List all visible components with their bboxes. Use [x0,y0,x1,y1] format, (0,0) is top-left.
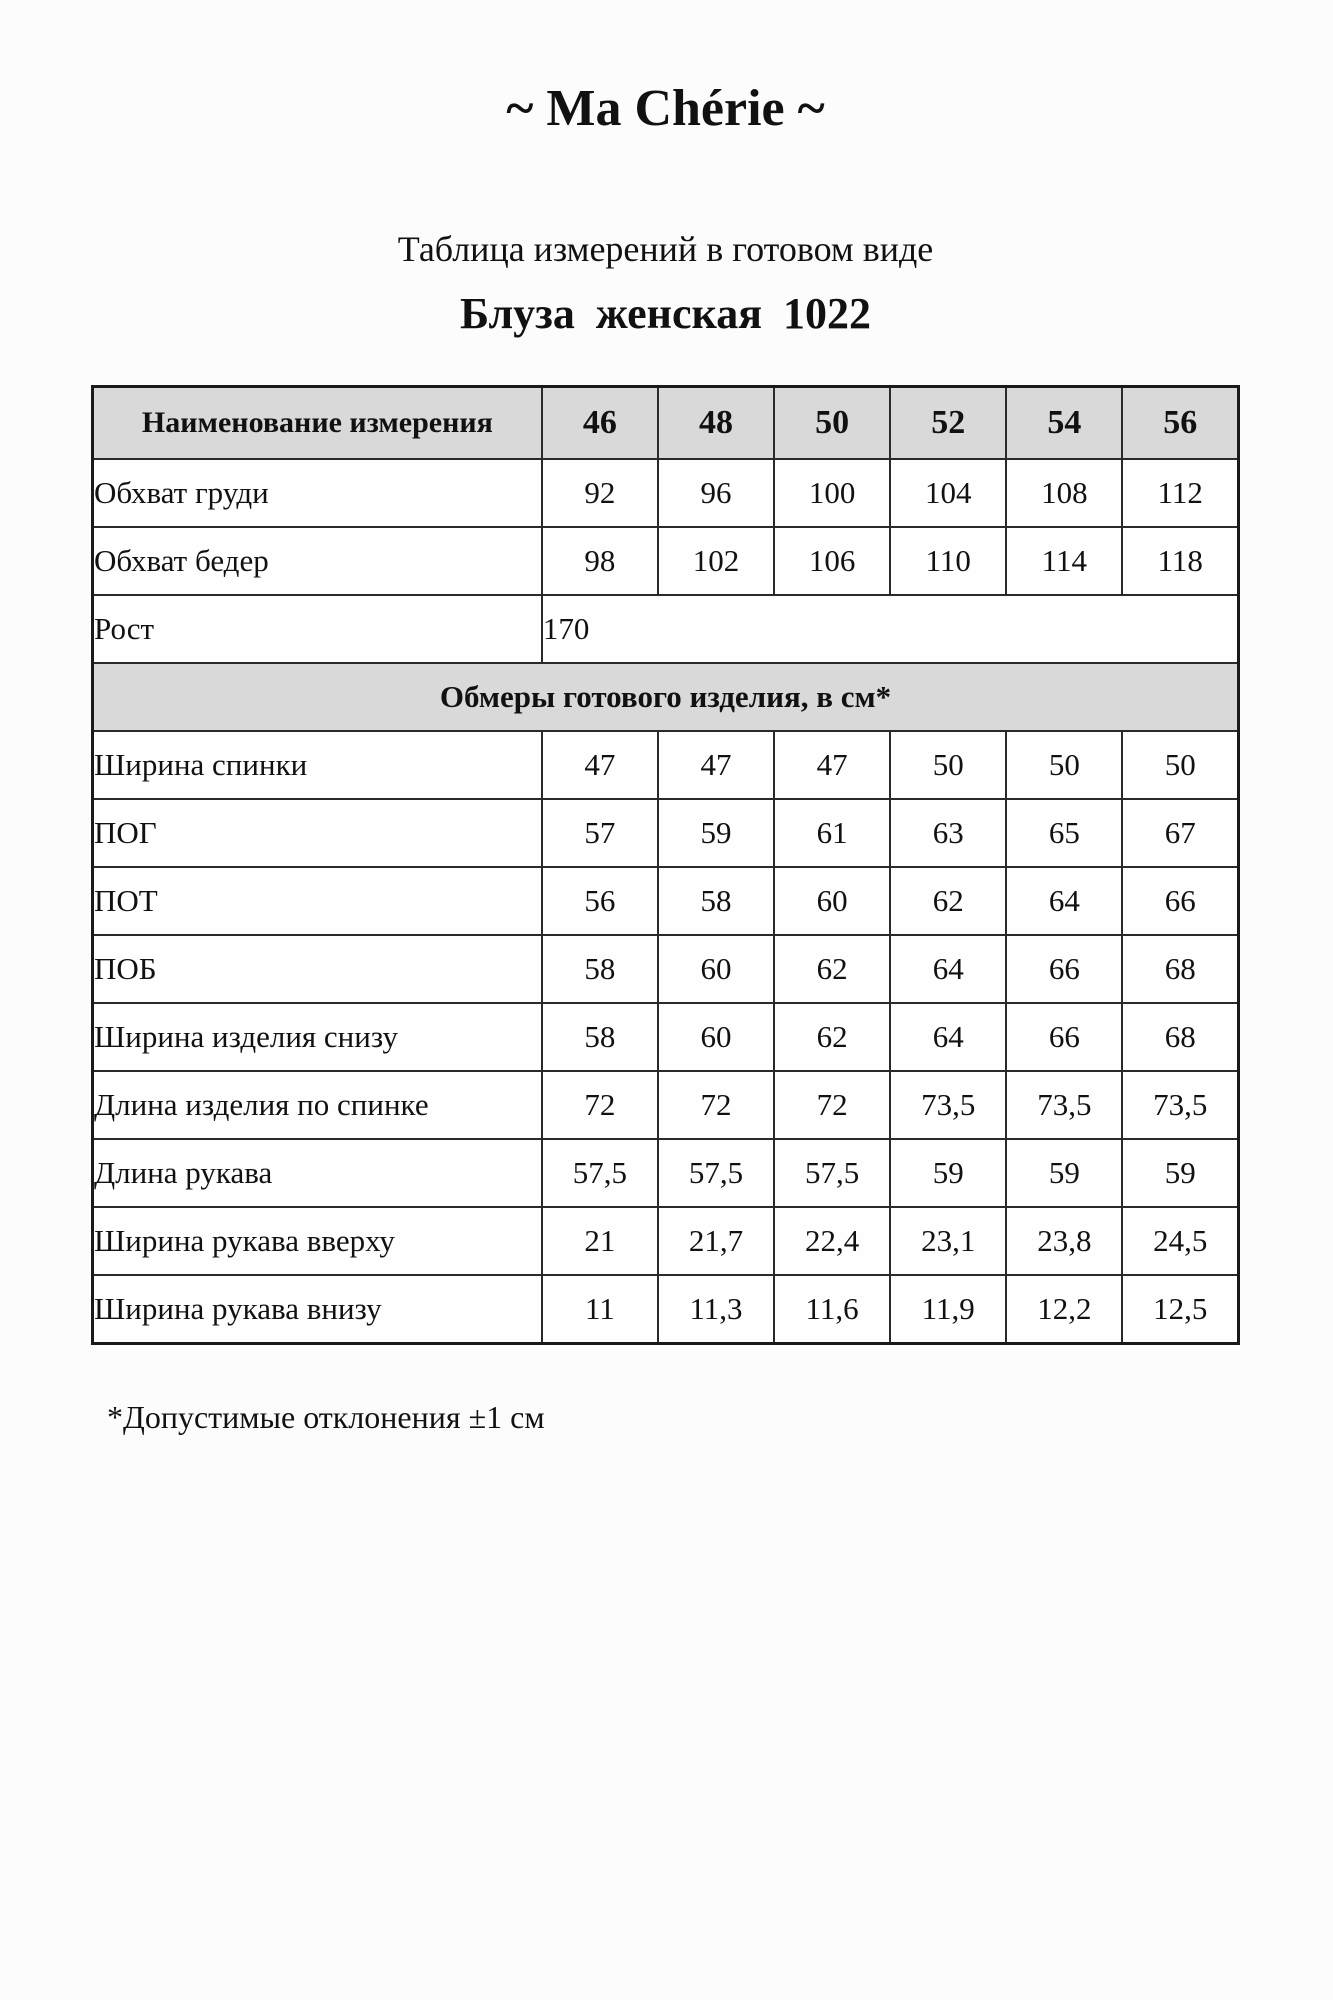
measurement-value-cell: 23,1 [890,1207,1006,1275]
size-column-header-56: 56 [1122,387,1238,460]
measurement-value-cell: 68 [1122,1003,1238,1071]
measurement-label-cell: ПОБ [93,935,542,1003]
measurement-value-cell: 98 [542,527,658,595]
measurement-value-cell: 57,5 [774,1139,890,1207]
section-header-cell: Обмеры готового изделия, в см* [93,663,1239,731]
measurement-value-cell: 60 [774,867,890,935]
measurement-label-cell: Длина изделия по спинке [93,1071,542,1139]
measurement-value-cell: 57,5 [658,1139,774,1207]
product-title: Блуза женская 1022 [459,288,872,338]
measurement-value-cell: 64 [1006,867,1122,935]
measurement-value-cell: 59 [1006,1139,1122,1207]
measurement-value-cell: 57 [542,799,658,867]
measurement-value-cell: 50 [1006,731,1122,799]
table-row-bottom-width [93,1003,1239,1071]
measurement-value-cell: 72 [542,1071,658,1139]
measurement-value-cell: 67 [1122,799,1238,867]
measurement-value-cell: 22,4 [774,1207,890,1275]
table-row-pot [93,867,1239,935]
measurement-label-cell: ПОГ [93,799,542,867]
table-row-sleeve-top-width [93,1207,1239,1275]
measurement-value-cell: 104 [890,459,1006,527]
measurement-value-cell: 66 [1006,1003,1122,1071]
measurement-value-cell: 108 [1006,459,1122,527]
size-column-header-48: 48 [658,387,774,460]
measurement-value-cell: 72 [774,1071,890,1139]
measurement-value-cell: 68 [1122,935,1238,1003]
measurement-value-cell: 23,8 [1006,1207,1122,1275]
measurement-value-cell: 65 [1006,799,1122,867]
measurement-value-cell: 12,5 [1122,1275,1238,1344]
measurement-value-cell: 73,5 [890,1071,1006,1139]
measurement-value-cell: 21,7 [658,1207,774,1275]
measurement-value-cell: 59 [890,1139,1006,1207]
table-header-row [93,387,1239,460]
measurement-value-cell: 61 [774,799,890,867]
measurement-value-cell: 57,5 [542,1139,658,1207]
measurement-value-cell: 102 [658,527,774,595]
measurement-value-cell: 47 [774,731,890,799]
table-row-chest [93,459,1239,527]
measurement-value-cell: 118 [1122,527,1238,595]
measurement-value-cell: 11,3 [658,1275,774,1344]
measurement-value-cell: 92 [542,459,658,527]
measurements-table [91,385,1240,1345]
measurement-value-cell: 47 [658,731,774,799]
measurement-value-cell: 11 [542,1275,658,1344]
measurement-value-cell: 114 [1006,527,1122,595]
measurement-value-cell: 11,9 [890,1275,1006,1344]
measurement-value-cell: 72 [658,1071,774,1139]
measurement-value-cell: 59 [658,799,774,867]
measurement-value-cell: 106 [774,527,890,595]
measurement-value-cell: 11,6 [774,1275,890,1344]
measurement-label-cell: ПОТ [93,867,542,935]
size-column-header-46: 46 [542,387,658,460]
table-row-height [93,595,1239,663]
measurement-value-cell: 64 [890,1003,1006,1071]
measurement-value-cell: 58 [658,867,774,935]
measurement-value-cell: 110 [890,527,1006,595]
measurement-value-cell: 73,5 [1006,1071,1122,1139]
measurement-value-cell: 60 [658,1003,774,1071]
measurement-value-cell: 112 [1122,459,1238,527]
measurement-label-cell: Ширина изделия снизу [93,1003,542,1071]
page-subtitle: Таблица измерений в готовом виде [397,229,934,270]
measurement-value-cell: 73,5 [1122,1071,1238,1139]
measurement-value-cell: 62 [774,1003,890,1071]
brand-title: ~ Ma Chérie ~ [506,80,825,137]
table-row-sleeve-bottom-width [93,1275,1239,1344]
measurement-value-cell: 100 [774,459,890,527]
table-row-back-width [93,731,1239,799]
measurement-label-cell: Ширина рукава вверху [93,1207,542,1275]
measurement-label-cell: Обхват груди [93,459,542,527]
table-row-pob [93,935,1239,1003]
measurement-value-cell: 62 [890,867,1006,935]
measurement-value-cell: 66 [1122,867,1238,935]
table-row-sleeve-length [93,1139,1239,1207]
measurement-value-cell: 58 [542,935,658,1003]
measurement-label-cell: Обхват бедер [93,527,542,595]
size-column-header-54: 54 [1006,387,1122,460]
measurement-value-cell: 56 [542,867,658,935]
measurement-value-cell: 12,2 [1006,1275,1122,1344]
measurement-value-cell: 62 [774,935,890,1003]
measurement-value-cell: 64 [890,935,1006,1003]
measurement-label-cell: Рост [93,595,542,663]
measurement-value-cell: 63 [890,799,1006,867]
height-value-cell: 170 [542,595,1239,663]
tolerance-footnote: *Допустимые отклонения ±1 см [107,1399,545,1436]
section-header-row [93,663,1239,731]
name-column-header: Наименование измерения [93,387,542,460]
table-row-back-length [93,1071,1239,1139]
measurement-value-cell: 58 [542,1003,658,1071]
content-block [91,0,1240,1436]
measurement-value-cell: 21 [542,1207,658,1275]
measurement-value-cell: 24,5 [1122,1207,1238,1275]
size-column-header-52: 52 [890,387,1006,460]
measurement-value-cell: 60 [658,935,774,1003]
table-row-hips [93,527,1239,595]
table-row-pog [93,799,1239,867]
measurement-value-cell: 50 [890,731,1006,799]
measurement-label-cell: Ширина спинки [93,731,542,799]
measurement-value-cell: 66 [1006,935,1122,1003]
measurement-value-cell: 59 [1122,1139,1238,1207]
measurement-value-cell: 96 [658,459,774,527]
measurement-value-cell: 50 [1122,731,1238,799]
measurement-label-cell: Длина рукава [93,1139,542,1207]
measurement-label-cell: Ширина рукава внизу [93,1275,542,1344]
size-column-header-50: 50 [774,387,890,460]
measurement-value-cell: 47 [542,731,658,799]
